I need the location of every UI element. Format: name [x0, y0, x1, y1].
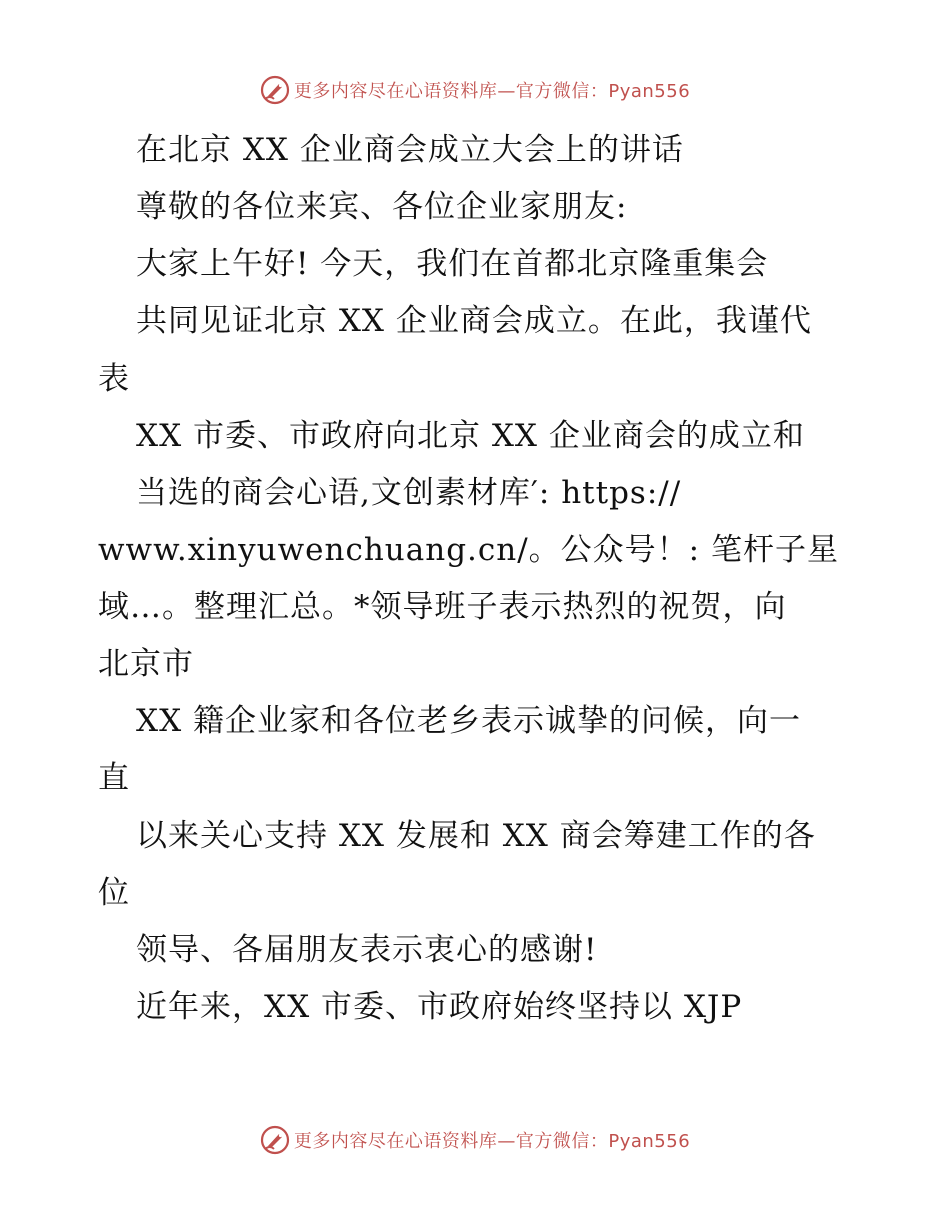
header-wechat-id: Pyan556 [608, 81, 691, 102]
body-line: 以来关心支持 XX 发展和 XX 商会筹建工作的各 [136, 818, 816, 854]
body-line: 近年来，XX 市委、市政府始终坚持以 XJP [136, 989, 743, 1025]
header-banner-text [294, 77, 690, 103]
footer-banner [0, 1122, 950, 1158]
body-line: www.xinyuwenchuang.cn/。公众号！: 笔杆子星 [98, 532, 839, 568]
body-line: 共同见证北京 XX 企业商会成立。在此，我谨代 [136, 303, 812, 339]
footer-banner-label: 更多内容尽在心语资料库—官方微信： [293, 1131, 609, 1152]
header-banner-label: 更多内容尽在心语资料库—官方微信： [293, 81, 609, 102]
header-banner [0, 72, 950, 108]
body-line: 位 [98, 875, 130, 911]
body-line: 当选的商会心语,文创素材库′: https:// [136, 475, 682, 511]
pen-nib-logo-icon [260, 1125, 290, 1155]
pen-nib-logo-icon [260, 75, 290, 105]
body-line: 领导、各届朋友表示衷心的感谢! [136, 932, 598, 968]
footer-banner-text [294, 1127, 690, 1153]
body-line: 尊敬的各位来宾、各位企业家朋友: [136, 189, 628, 225]
body-line: 表 [98, 361, 130, 397]
body-line: 域…。整理汇总。*领导班子表示热烈的祝贺，向 [98, 589, 787, 625]
document-title: 在北京 XX 企业商会成立大会上的讲话 [136, 132, 684, 168]
body-line: 直 [98, 760, 130, 796]
body-line: XX 市委、市政府向北京 XX 企业商会的成立和 [136, 418, 805, 454]
body-line: 大家上午好! 今天，我们在首都北京隆重集会 [136, 246, 769, 282]
body-line: XX 籍企业家和各位老乡表示诚挚的问候，向一 [136, 703, 801, 739]
body-line: 北京市 [98, 646, 194, 682]
footer-wechat-id: Pyan556 [608, 1131, 691, 1152]
